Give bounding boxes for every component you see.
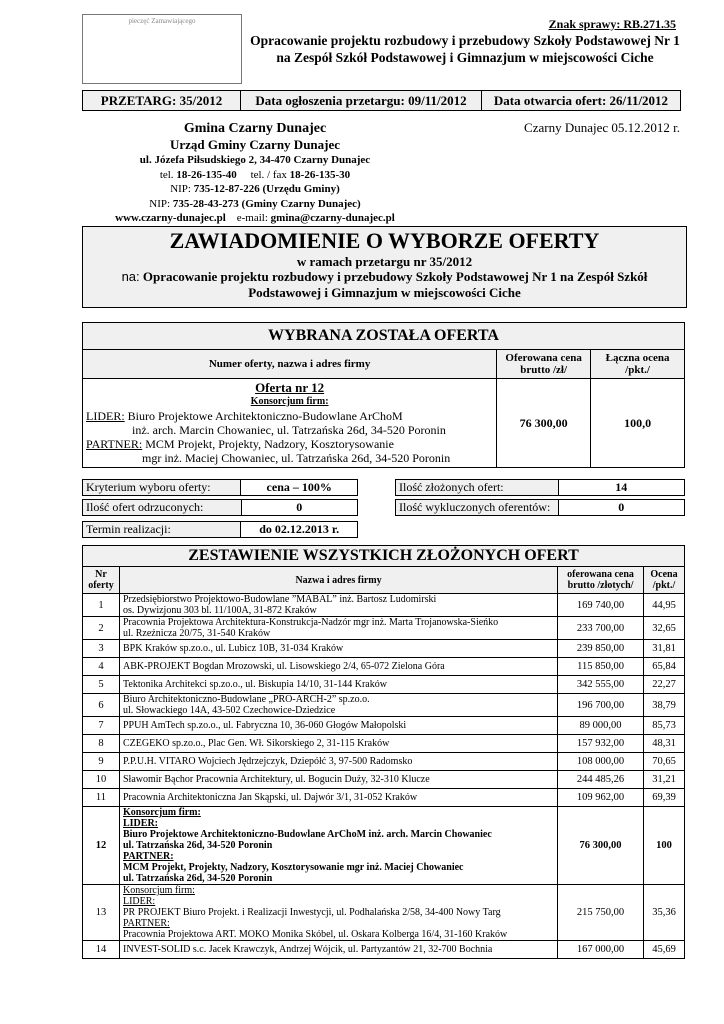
org-address: ul. Józefa Piłsudskiego 2, 34-470 Czarny Dunajec — [139, 154, 371, 166]
offer-firm — [119, 594, 557, 617]
offer-score: 38,79 — [644, 694, 685, 717]
col-offer-price: oferowana cena brutto /złotych/ — [558, 567, 644, 594]
offer-price: 115 850,00 — [558, 658, 644, 676]
offer-firm-line: PR PROJEKT Biuro Projekt. i Realizacji Inwestycji, ul. Podhalańska 2/58, 34-400 Nowy Targ — [122, 907, 501, 918]
offer-firm-line: Pracownia Projektowa ART. MOKO Monika Skóbel, ul. Oskara Kolberga 16/4, 31-160 Kraków — [122, 929, 508, 940]
table-row — [83, 676, 685, 694]
offer-score: 31,21 — [644, 771, 685, 789]
offer-firm-line: ul. Tatrzańska 26d, 34-520 Poronin — [122, 840, 273, 851]
offer-score: 31,81 — [644, 640, 685, 658]
offers-section-title: ZESTAWIENIE WSZYSTKICH ZŁOŻONYCH OFERT — [83, 546, 685, 567]
consortium-label: Konsorcjum firm: — [250, 396, 329, 407]
offer-price: 244 485,26 — [558, 771, 644, 789]
offer-nr: 5 — [83, 676, 120, 694]
table-row — [83, 617, 685, 640]
winner-firm — [83, 379, 497, 468]
table-row — [83, 640, 685, 658]
offer-score: 69,39 — [644, 789, 685, 807]
offer-firm — [119, 640, 557, 658]
info-deadline-table — [82, 521, 358, 538]
table-row — [83, 885, 685, 941]
org-nip-1: NIP: 735-12-87-226 (Urzędu Gminy) — [170, 183, 340, 195]
info-left-table — [82, 479, 358, 496]
offer-price: 109 962,00 — [558, 789, 644, 807]
offer-nr: 8 — [83, 735, 120, 753]
offer-nr: 13 — [83, 885, 120, 941]
offer-price: 233 700,00 — [558, 617, 644, 640]
winner-price: 76 300,00 — [497, 379, 591, 468]
table-row — [83, 658, 685, 676]
notice-title: ZAWIADOMIENIE O WYBORZE OFERTY — [169, 228, 600, 253]
offer-firm-line: Pracownia Architektoniczna Jan Skąpski, ul. Dajwór 3/1, 31-052 Kraków — [122, 792, 418, 803]
offer-score: 70,65 — [644, 753, 685, 771]
offer-firm-line: P.P.U.H. VITARO Wojciech Jędrzejczyk, Dziepółć 3, 97-500 Radomsko — [122, 756, 413, 767]
offer-score: 32,65 — [644, 617, 685, 640]
offer-firm — [119, 789, 557, 807]
table-row — [83, 807, 685, 885]
offer-firm-line: Biuro Architektoniczno-Budowlane „PRO-ARCH-2” sp.zo.o. — [122, 694, 370, 705]
winner-score: 100,0 — [591, 379, 685, 468]
tender-number: PRZETARG: 35/2012 — [83, 91, 241, 110]
offer-firm-line: ABK-PROJEKT Bogdan Mrozowski, ul. Lisowskiego 2/4, 65-072 Zielona Góra — [122, 661, 445, 672]
table-row — [83, 594, 685, 617]
offer-price: 76 300,00 — [558, 807, 644, 885]
all-offers-table — [82, 545, 685, 959]
offer-score: 48,31 — [644, 735, 685, 753]
offer-firm — [119, 885, 557, 941]
offer-firm — [119, 753, 557, 771]
offer-score: 100 — [644, 807, 685, 885]
offer-price: 342 555,00 — [558, 676, 644, 694]
offer-score: 85,73 — [644, 717, 685, 735]
offer-nr: 3 — [83, 640, 120, 658]
org-name: Gmina Czarny Dunajec — [183, 121, 327, 136]
organization-block — [90, 120, 420, 226]
partner-line-2: mgr inż. Maciej Chowaniec, ul. Tatrzańska 26d, 34-520 Poronin — [142, 451, 451, 465]
offer-price: 167 000,00 — [558, 941, 644, 959]
announcement-date: Data ogłoszenia przetargu: 09/11/2012 — [241, 91, 482, 110]
org-office: Urząd Gminy Czarny Dunajec — [169, 137, 341, 152]
offer-nr: 6 — [83, 694, 120, 717]
offer-firm-line: Przedsiębiorstwo Projektowo-Budowlane ”MABAL” inż. Bartosz Ludomirski — [122, 594, 437, 605]
submitted-label: Ilość złożonych ofert: — [396, 480, 559, 496]
offer-firm — [119, 735, 557, 753]
offer-score: 22,27 — [644, 676, 685, 694]
offer-nr: 7 — [83, 717, 120, 735]
org-phones: tel. 18-26-135-40 tel. / fax 18-26-135-30 — [159, 168, 351, 181]
offer-nr: 2 — [83, 617, 120, 640]
table-row — [83, 789, 685, 807]
offer-score: 45,69 — [644, 941, 685, 959]
offer-firm — [119, 717, 557, 735]
offer-score: 35,36 — [644, 885, 685, 941]
offer-number: Oferta nr 12 — [255, 380, 325, 395]
offer-nr: 9 — [83, 753, 120, 771]
submitted-value: 14 — [558, 480, 685, 496]
deadline-value: do 02.12.2013 r. — [241, 522, 358, 538]
offer-firm-line: ul. Rzeźnicza 20/75, 31-540 Kraków — [122, 628, 271, 639]
offer-price: 89 000,00 — [558, 717, 644, 735]
email-link[interactable]: gmina@czarny-dunajec.pl — [270, 212, 395, 224]
offer-firm-line: PARTNER: — [122, 851, 174, 862]
offer-firm-line: Biuro Projektowe Architektoniczno-Budowlane ArChoM inż. arch. Marcin Chowaniec — [122, 829, 492, 840]
col-firm: Numer oferty, nazwa i adres firmy — [83, 350, 497, 379]
offer-firm-line: Tektonika Architekci sp.zo.o., ul. Biskupia 14/10, 31-144 Kraków — [122, 679, 387, 690]
offer-score: 44,95 — [644, 594, 685, 617]
offer-firm-line: INVEST-SOLID s.c. Jacek Krawczyk, Andrzej Wójcik, ul. Partyzantów 21, 32-700 Bochnia — [122, 944, 493, 955]
rejected-value: 0 — [241, 500, 357, 516]
header-title: Opracowanie projektu rozbudowy i przebudowy Szkoły Podstawowej Nr 1 na Zespół Szkół Podstawowej i Gimnazjum w miejscowości Ciche — [250, 33, 680, 65]
offer-nr: 11 — [83, 789, 120, 807]
offer-firm-line: ul. Słowackiego 14A, 43-502 Czechowice-Dziedzice — [122, 705, 336, 716]
offer-nr: 4 — [83, 658, 120, 676]
excluded-value: 0 — [558, 500, 684, 516]
table-row — [83, 941, 685, 959]
col-offer-score: Ocena /pkt./ — [644, 567, 685, 594]
offer-firm — [119, 676, 557, 694]
offer-nr: 1 — [83, 594, 120, 617]
winning-offer-table — [82, 322, 685, 468]
rejected-label: Ilość ofert odrzuconych: — [83, 500, 242, 516]
stamp-box — [82, 14, 242, 84]
offer-firm-line: Konsorcjum firm: — [122, 807, 201, 818]
offer-price: 196 700,00 — [558, 694, 644, 717]
offer-firm-line: LIDER: — [122, 896, 156, 907]
offer-firm — [119, 658, 557, 676]
offer-price: 157 932,00 — [558, 735, 644, 753]
offer-firm — [119, 771, 557, 789]
info-excluded-table — [395, 499, 685, 516]
notice-subject: na: Opracowanie projektu rozbudowy i przebudowy Szkoły Podstawowej Nr 1 na Zespół Szkół Podstawowej i Gimnazjum w miejscowości Ciche — [121, 269, 648, 300]
criterion-value: cena – 100% — [241, 480, 358, 496]
col-nr: Nr oferty — [83, 567, 120, 594]
website-link[interactable]: www.czarny-dunajec.pl — [115, 212, 226, 224]
notice-box — [82, 226, 687, 308]
stamp-label: pieczęć Zamawiającego — [128, 17, 196, 25]
offer-firm-line: os. Dywizjonu 303 bl. 11/100A, 31-872 Kraków — [122, 605, 317, 616]
offer-firm-line: BPK Kraków sp.zo.o., ul. Lubicz 10B, 31-034 Kraków — [122, 643, 344, 654]
offer-firm — [119, 694, 557, 717]
table-row — [83, 771, 685, 789]
table-row — [83, 753, 685, 771]
deadline-label: Termin realizacji: — [83, 522, 241, 538]
info-submitted-table — [395, 479, 685, 496]
offer-firm-line: Konsorcjum firm: — [122, 885, 195, 896]
offer-firm-line: PARTNER: — [122, 918, 170, 929]
partner-line-1: PARTNER: MCM Projekt, Projekty, Nadzory, Kosztorysowanie — [86, 437, 394, 451]
leader-line-1: LIDER: Biuro Projektowe Architektoniczno-Budowlane ArChoM — [86, 409, 403, 423]
offer-firm-line: MCM Projekt, Projekty, Nadzory, Kosztorysowanie mgr inż. Maciej Chowaniec — [122, 862, 464, 873]
offer-score: 65,84 — [644, 658, 685, 676]
offer-firm-line: CZEGEKO sp.zo.o., Plac Gen. Wł. Sikorskiego 2, 31-115 Kraków — [122, 738, 390, 749]
col-name: Nazwa i adres firmy — [119, 567, 557, 594]
offer-firm-line: Pracownia Projektowa Architektura-Konstrukcja-Nadzór mgr inż. Marta Trojanowska-Sieńko — [122, 617, 499, 628]
offer-firm — [119, 617, 557, 640]
case-number: Znak sprawy: RB.271.35 — [548, 17, 676, 31]
offer-firm-line: LIDER: — [122, 818, 158, 829]
tender-bar — [82, 90, 681, 111]
notice-subtitle: w ramach przetargu nr 35/2012 — [296, 254, 473, 269]
org-contact: www.czarny-dunajec.pl e-mail: gmina@czarny-dunajec.pl — [115, 212, 395, 224]
table-row — [83, 694, 685, 717]
opening-date: Data otwarcia ofert: 26/11/2012 — [493, 92, 669, 108]
table-row — [83, 717, 685, 735]
info-rejected-table — [82, 499, 358, 516]
offer-firm — [119, 941, 557, 959]
place-date: Czarny Dunajec 05.12.2012 r. — [524, 120, 680, 135]
offer-firm-line: ul. Tatrzańska 26d, 34-520 Poronin — [122, 873, 273, 884]
offer-nr: 10 — [83, 771, 120, 789]
table-row — [83, 735, 685, 753]
org-nip-2: NIP: 735-28-43-273 (Gminy Czarny Dunajec) — [149, 197, 361, 210]
offer-price: 215 750,00 — [558, 885, 644, 941]
offer-firm-line: Sławomir Bąchor Pracownia Architektury, ul. Bogucin Duży, 32-310 Klucze — [122, 774, 430, 785]
offer-nr: 12 — [83, 807, 120, 885]
col-price: Oferowana cena brutto /zł/ — [497, 350, 591, 379]
col-score: Łączna ocena /pkt./ — [591, 350, 685, 379]
offer-price: 239 850,00 — [558, 640, 644, 658]
offer-price: 169 740,00 — [558, 594, 644, 617]
excluded-label: Ilość wykluczonych oferentów: — [396, 500, 559, 516]
offer-firm — [119, 807, 557, 885]
offer-firm-line: PPUH AmTech sp.zo.o., ul. Fabryczna 10, 36-060 Głogów Małopolski — [122, 720, 407, 731]
winner-section-title: WYBRANA ZOSTAŁA OFERTA — [83, 323, 685, 350]
leader-line-2: inż. arch. Marcin Chowaniec, ul. Tatrzańska 26d, 34-520 Poronin — [132, 423, 446, 437]
offer-price: 108 000,00 — [558, 753, 644, 771]
offer-nr: 14 — [83, 941, 120, 959]
criterion-label: Kryterium wyboru oferty: — [83, 480, 241, 496]
